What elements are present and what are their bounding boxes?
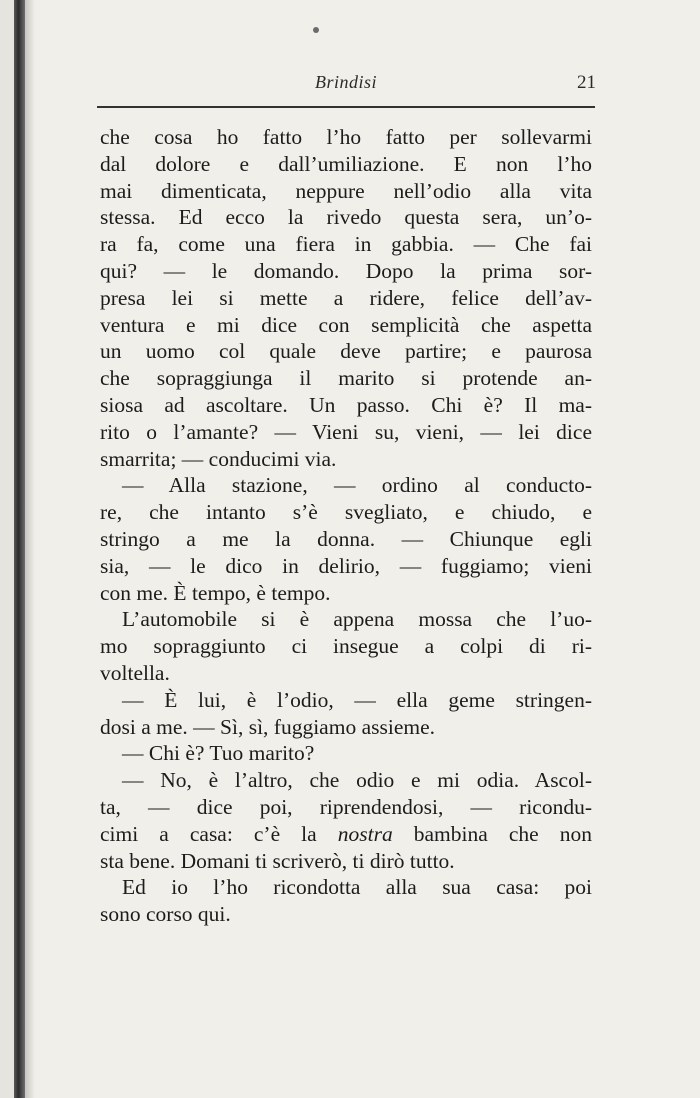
running-head (96, 72, 596, 100)
ink-speck (313, 27, 319, 33)
text-line: che sopraggiunga il marito si protende an- (100, 366, 592, 391)
text-line: presa lei si mette a ridere, felice dell’av- (100, 285, 592, 310)
text-line: smarrita; — conducimi via. (100, 446, 337, 471)
text-line: — Alla stazione, — ordino al conducto- (122, 473, 592, 498)
text-line: sia, — le dico in delirio, — fuggiamo; vieni (100, 553, 592, 578)
binding-shadow (25, 0, 35, 1098)
text-segment: bambina che non (392, 821, 592, 846)
text-line (100, 821, 592, 848)
italic-word: nostra (337, 821, 393, 846)
text-line: re, che intanto s’è svegliato, e chiudo, e (100, 500, 592, 525)
running-title: Brindisi (314, 72, 377, 92)
text-line: qui? — le domando. Dopo la prima sor- (100, 258, 592, 283)
text-line: dal dolore e dall’umiliazione. E non l’ho (100, 151, 592, 176)
text-line: mai dimenticata, neppure nell’odio alla vita (100, 178, 592, 203)
text-line: ra fa, come una fiera in gabbia. — Che fai (100, 232, 592, 257)
text-line: un uomo col quale deve partire; e paurosa (100, 339, 592, 364)
body-text (100, 124, 592, 928)
text-line: ta, — dice poi, riprendendosi, — ricondu- (100, 794, 592, 819)
page-left-margin (0, 0, 14, 1098)
header-rule (97, 106, 595, 108)
text-line: rito o l’amante? — Vieni su, vieni, — lei dice (100, 419, 592, 444)
text-segment: cimi a casa: c’è la (100, 821, 338, 846)
text-line: voltella. (100, 660, 170, 685)
text-line: — È lui, è l’odio, — ella geme stringen- (122, 687, 592, 712)
text-line: sono corso qui. (100, 902, 231, 927)
text-line: stessa. Ed ecco la rivedo questa sera, un’o- (100, 205, 592, 230)
text-line: Ed io l’ho ricondotta alla sua casa: poi (122, 875, 592, 900)
text-line: ventura e mi dice con semplicità che aspetta (100, 312, 592, 337)
text-line: con me. È tempo, è tempo. (100, 580, 331, 605)
page-number: 21 (577, 72, 596, 93)
text-line: che cosa ho fatto l’ho fatto per sollevarmi (100, 125, 592, 149)
text-line: siosa ad ascoltare. Un passo. Chi è? Il ma- (100, 392, 592, 417)
text-line: stringo a me la donna. — Chiunque egli (100, 526, 592, 551)
text-line: — Chi è? Tuo marito? (122, 741, 315, 766)
text-line: mo sopraggiunto ci insegue a colpi di ri- (100, 634, 592, 659)
text-line: sta bene. Domani ti scriverò, ti dirò tutto. (100, 848, 455, 873)
book-binding-edge (14, 0, 25, 1098)
text-line: dosi a me. — Sì, sì, fuggiamo assieme. (100, 714, 436, 739)
text-line: L’automobile si è appena mossa che l’uo- (122, 607, 592, 632)
text-line: — No, è l’altro, che odio e mi odia. Ascol- (122, 768, 592, 793)
